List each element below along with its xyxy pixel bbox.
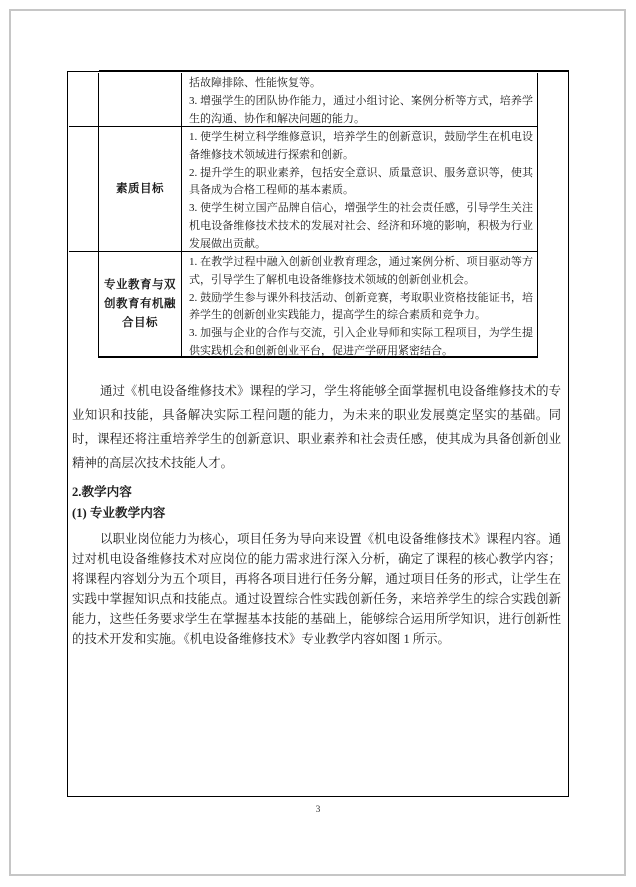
- goal-row-content-cell: [182, 127, 538, 252]
- section-heading-teaching-content: 2.教学内容: [72, 485, 132, 499]
- teaching-content-paragraph: 以职业岗位能力为核心，项目任务为导向来设置《机电设备维修技术》课程内容。通过对机电设备维修技术对应岗位的能力需求进行深入分析，确定了课程的核心教学内容；将课程内容划分为五个项目，再将各项目进行任务分解，通过项目任务的形式，让学生在实践中掌握知识点和技能点。通过设置综合性实践创新任务，来培养学生的综合实践创新能力，这些任务要求学生在掌握基本技能的基础上，能够综合运用所学知识，进行创新性的技术开发和实施。《机电设备维修技术》专业教学内容如图 1 所示。: [72, 532, 561, 646]
- goal-row-label: 素质目标: [116, 182, 164, 195]
- goal-row-label: 专业教育与双创教育有机融合目标: [104, 278, 176, 329]
- goal-item-text: 1. 使学生树立科学维修意识，培养学生的创新意识，鼓励学生在机电设备维修技术领域进行探索和创新。: [189, 131, 533, 161]
- goals-table-row: [69, 73, 539, 127]
- goal-row-spacer-cell: [69, 73, 99, 127]
- goal-row-label-cell: [99, 252, 182, 358]
- goal-item-text: 3. 加强与企业的合作与交流，引入企业导师和实际工程项目，为学生提供实践机会和创新创业平台，促进产学研用紧密结合。: [189, 327, 533, 357]
- goals-table-row: [69, 252, 539, 358]
- intro-paragraph: 通过《机电设备维修技术》课程的学习，学生将能够全面掌握机电设备维修技术的专业知识和技能，具备解决实际工程问题的能力，为未来的职业发展奠定坚实的基础。同时，课程还将注重培养学生的创新意识、职业素养和社会责任感，使其成为具备创新创业精神的高层次技术技能人才。: [72, 384, 561, 470]
- goal-item-text: 2. 提升学生的职业素养，包括安全意识、质量意识、服务意识等，使其具备成为合格工程师的基本素质。: [189, 166, 533, 197]
- goal-row-content-cell: [182, 252, 538, 358]
- body-content: [72, 379, 561, 649]
- subsection-heading-professional-content: (1) 专业教学内容: [72, 506, 166, 520]
- goals-table: [69, 73, 539, 358]
- goal-item-text: 3. 使学生树立国产品牌自信心，增强学生的社会责任感，引导学生关注机电设备维修技术技术的发展对社会、经济和环境的影响，积极为行业发展做出贡献。: [189, 202, 533, 250]
- goal-item-text: 1. 在教学过程中融入创新创业教育理念，通过案例分析、项目驱动等方式，引导学生了解机电设备维修技术领域的创新创业机会。: [189, 256, 533, 286]
- goals-table-row: [69, 127, 539, 252]
- goal-item-text: 2. 鼓励学生参与课外科技活动、创新竞赛，考取职业资格技能证书，培养学生的创新创业实践能力，提高学生的综合素质和竞争力。: [189, 291, 533, 322]
- page-number: 3: [315, 805, 321, 815]
- goal-row-spacer-cell: [69, 127, 99, 252]
- goal-row-spacer-cell: [69, 252, 99, 358]
- goal-row-label-cell: [99, 127, 182, 252]
- goal-row-label-cell: [99, 73, 182, 127]
- goal-item-text: 括故障排除、性能恢复等。: [189, 77, 321, 89]
- goal-item-text: 3. 增强学生的团队协作能力，通过小组讨论、案例分析等方式，培养学生的沟通、协作和解决问题的能力。: [189, 94, 533, 125]
- goal-row-content-cell: [182, 73, 538, 127]
